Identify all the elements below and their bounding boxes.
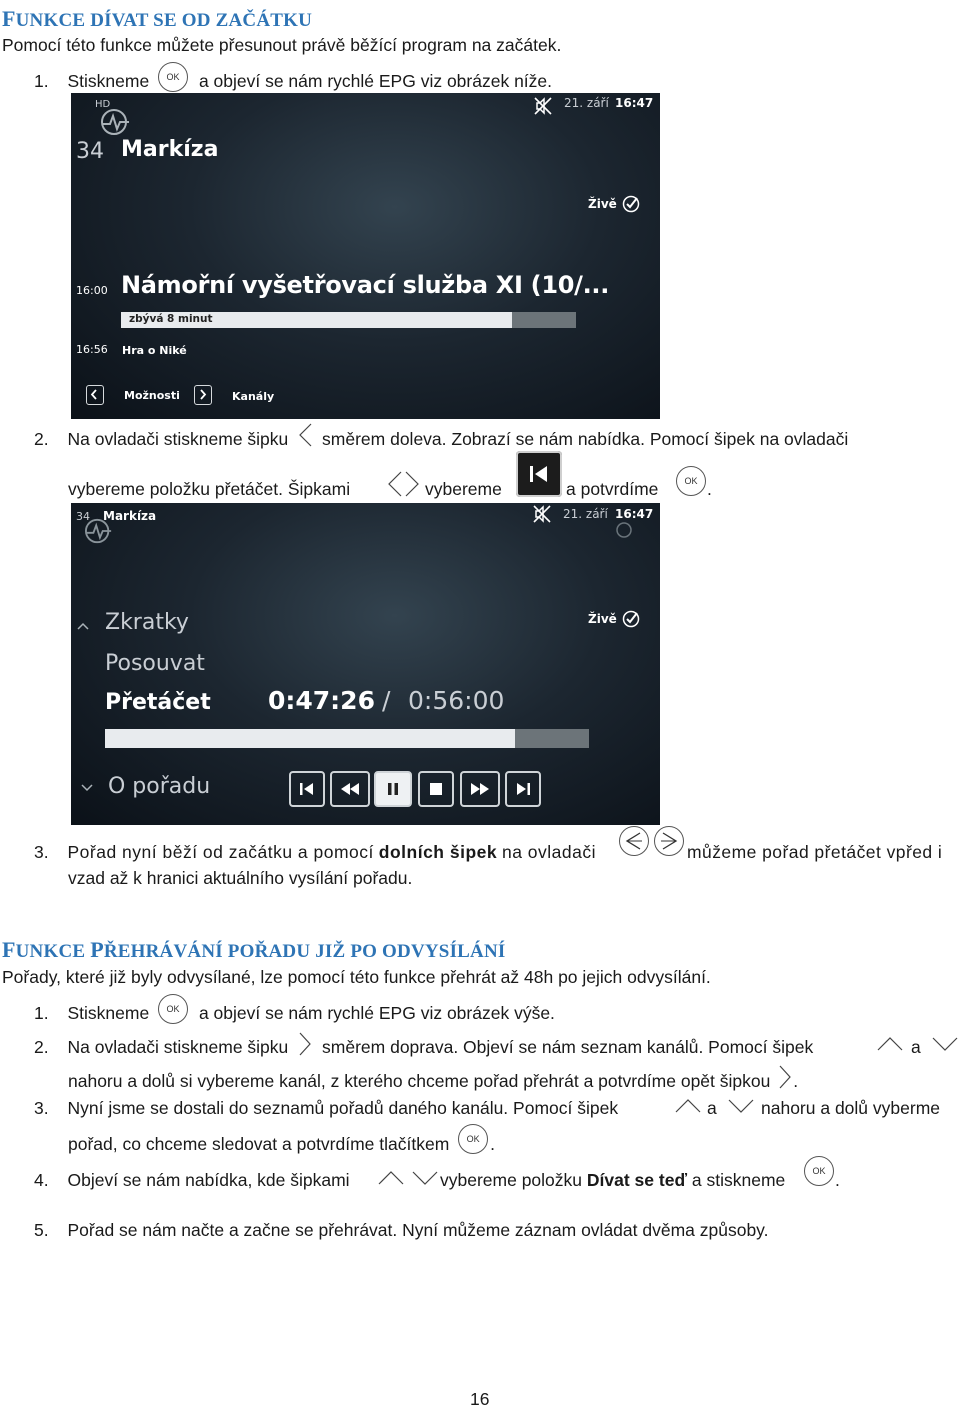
step-text: Pořad se nám načte a začne se přehrávat. Nyní můžeme záznam ovládat dvěma způsoby. [67,1220,769,1240]
step-text: nahoru a dolů si vybereme kanál, z kterého chceme pořad přehrát a potvrdíme opět šipkou [68,1071,771,1091]
live-check-icon [622,610,640,628]
channels-label: Kanály [232,390,275,403]
step-number: 1. [34,71,49,91]
chevron-down-icon [727,1098,755,1114]
s2-step2-line1 [34,1036,813,1058]
skip-forward-button [505,771,541,807]
step-text: vybereme položku [440,1170,583,1190]
step-text: vzad až k hranici aktuálního vysílání pořadu. [68,868,413,888]
step-number: 4. [34,1170,49,1190]
step-number: 3. [34,1098,49,1118]
step-text: pořad, co chceme sledovat a potvrdíme tlačítkem [68,1134,450,1154]
step-text: a [707,1098,717,1118]
s2-step4-rest [440,1169,785,1191]
step-text: . [793,1071,799,1091]
s1-step2-line1 [34,428,848,450]
ok-button-icon: OK [158,62,188,92]
step-text: na ovladači [501,842,597,862]
right-arrow-icon [194,385,212,405]
remaining-label: zbývá 8 minut [129,313,213,325]
playback-progress-fill [105,729,515,748]
menu-item-shortcuts: Zkratky [105,610,189,635]
step-text: Objeví se nám nabídka, kde šipkami [67,1170,350,1190]
skip-back-button-icon [516,451,562,497]
channel-name: Markíza [103,509,157,523]
channel-logo-icon [83,517,115,545]
s2-step3-line1 [34,1097,618,1119]
channel-logo-icon [99,107,133,137]
ok-button-icon: OK [676,466,706,496]
s1-step2-line2 [68,478,350,500]
chevron-up-icon [377,1170,405,1186]
step-text: . [707,479,712,499]
menu-item-trickplay: Přetáčet [105,690,211,715]
left-arrow-icon [86,385,104,405]
info-icon [615,521,633,539]
step-text: směrem doleva. Zobrazí se nám nabídka. Pomocí šipek na ovladači [322,429,849,449]
step-text: . [490,1134,496,1154]
step-text: a objeví se nám rychlé EPG viz obrázek níže. [198,71,553,91]
s1-step1 [34,70,552,92]
chevron-right-icon [297,1031,313,1057]
mute-icon [534,97,552,115]
ok-button-icon: OK [458,1124,488,1154]
s2-step3-line2 [68,1133,495,1155]
s1-step3-line1 [34,841,596,863]
chevron-down-icon [931,1036,959,1052]
step-text: a [911,1037,921,1057]
step-text: Na ovladači stiskneme šipku [67,429,289,449]
time-separator: / [382,686,391,715]
skip-back-button [289,771,325,807]
heading-text: UNKCE DÍVAT SE OD ZAČÁTKU [15,10,313,31]
heading-initial: F [2,937,16,962]
step-text: vybereme [425,479,502,499]
live-check-icon [622,195,640,213]
chevron-down-icon [411,1170,439,1186]
chevron-left-icon [386,470,404,498]
playback-position: 0:47:26 [268,686,375,715]
step-text: Na ovladači stiskneme šipku [67,1037,289,1057]
section2-intro: Pořady, které již byly odvysílané, lze pomocí této funkce přehrát až 48h po jejich odvysílání. [2,967,711,987]
s2-step1 [34,1002,555,1024]
section1-heading [2,6,312,32]
section1-intro: Pomocí této funkce můžete přesunout právě běžící program na začátek. [2,35,562,55]
program-duration: 0:56:00 [408,686,505,715]
page-number: 16 [470,1389,490,1409]
section2-heading [2,937,505,963]
step-text: můžeme pořad přetáčet vpřed i [687,842,943,862]
heading-initial: P [90,937,104,962]
next-program-title: Hra o Niké [122,344,187,357]
date-label: 21. září [563,507,608,521]
ok-button-icon: OK [804,1156,834,1186]
step-number: 2. [34,429,49,449]
tv-trickplay-screenshot [71,503,660,825]
mute-icon [533,505,551,523]
step-text: nahoru a dolů vyberme [761,1098,940,1118]
step-number: 1. [34,1003,49,1023]
options-label: Možnosti [124,389,180,402]
chevron-down-icon [81,783,93,793]
live-label: Živě [588,612,617,626]
heading-text: UNKCE [15,941,86,962]
step-text: vybereme položku přetáčet. Šipkami [68,479,351,499]
step-number: 3. [34,842,49,862]
stop-button [418,771,454,807]
chevron-left-icon [297,422,315,448]
chevron-up-icon [876,1036,904,1052]
hd-label: HD [95,99,111,110]
chevron-up-icon [674,1098,702,1114]
channel-number: 34 [76,510,90,523]
step-text: směrem doprava. Objeví se nám seznam kanálů. Pomocí šipek [322,1037,814,1057]
fast-forward-button-icon [654,826,684,856]
step-number: 5. [34,1220,49,1240]
channel-name: Markíza [121,137,219,162]
step-text: a stiskneme [691,1170,786,1190]
program-start-time: 16:00 [76,284,108,297]
step-text: . [835,1170,840,1190]
s2-step5 [34,1219,769,1241]
step-text-bold: dolních šipek [378,842,498,862]
heading-text: ŘEHRÁVÁNÍ POŘADU JIŽ PO ODVYSÍLÁNÍ [103,941,506,962]
step-number: 2. [34,1037,49,1057]
chevron-right-icon [777,1064,793,1090]
rewind-button [330,771,370,807]
chevron-right-icon [403,470,421,498]
ok-button-icon: OK [158,994,188,1024]
menu-item-about: O pořadu [108,774,211,799]
chevron-up-icon [77,621,89,631]
menu-item-seek: Posouvat [105,651,205,676]
heading-initial: F [2,6,16,31]
s2-step2-line2 [68,1070,798,1092]
program-title: Námořní vyšetřovací služba XI (10/... [121,271,610,299]
channel-number: 34 [76,139,104,164]
clock-label: 16:47 [615,507,654,521]
clock-label: 16:47 [615,96,654,110]
s2-step4 [34,1169,350,1191]
date-label: 21. září [564,96,609,110]
step-text: Nyní jsme se dostali do seznamů pořadů daného kanálu. Pomocí šipek [67,1098,619,1118]
step-text: a objeví se nám rychlé EPG viz obrázek výše. [198,1003,555,1023]
fast-forward-button [460,771,500,807]
step-text-bold: Dívat se teď [586,1170,688,1190]
live-label: Živě [588,197,617,211]
pause-button [374,771,412,807]
step-text: Pořad nyní běží od začátku a pomocí [67,842,374,862]
rewind-button-icon [619,826,649,856]
next-program-time: 16:56 [76,343,108,356]
step-text: Stiskneme [67,71,150,91]
step-text: Stiskneme [67,1003,150,1023]
step-text: a potvrdíme [566,479,659,499]
tv-epg-screenshot [71,93,660,419]
